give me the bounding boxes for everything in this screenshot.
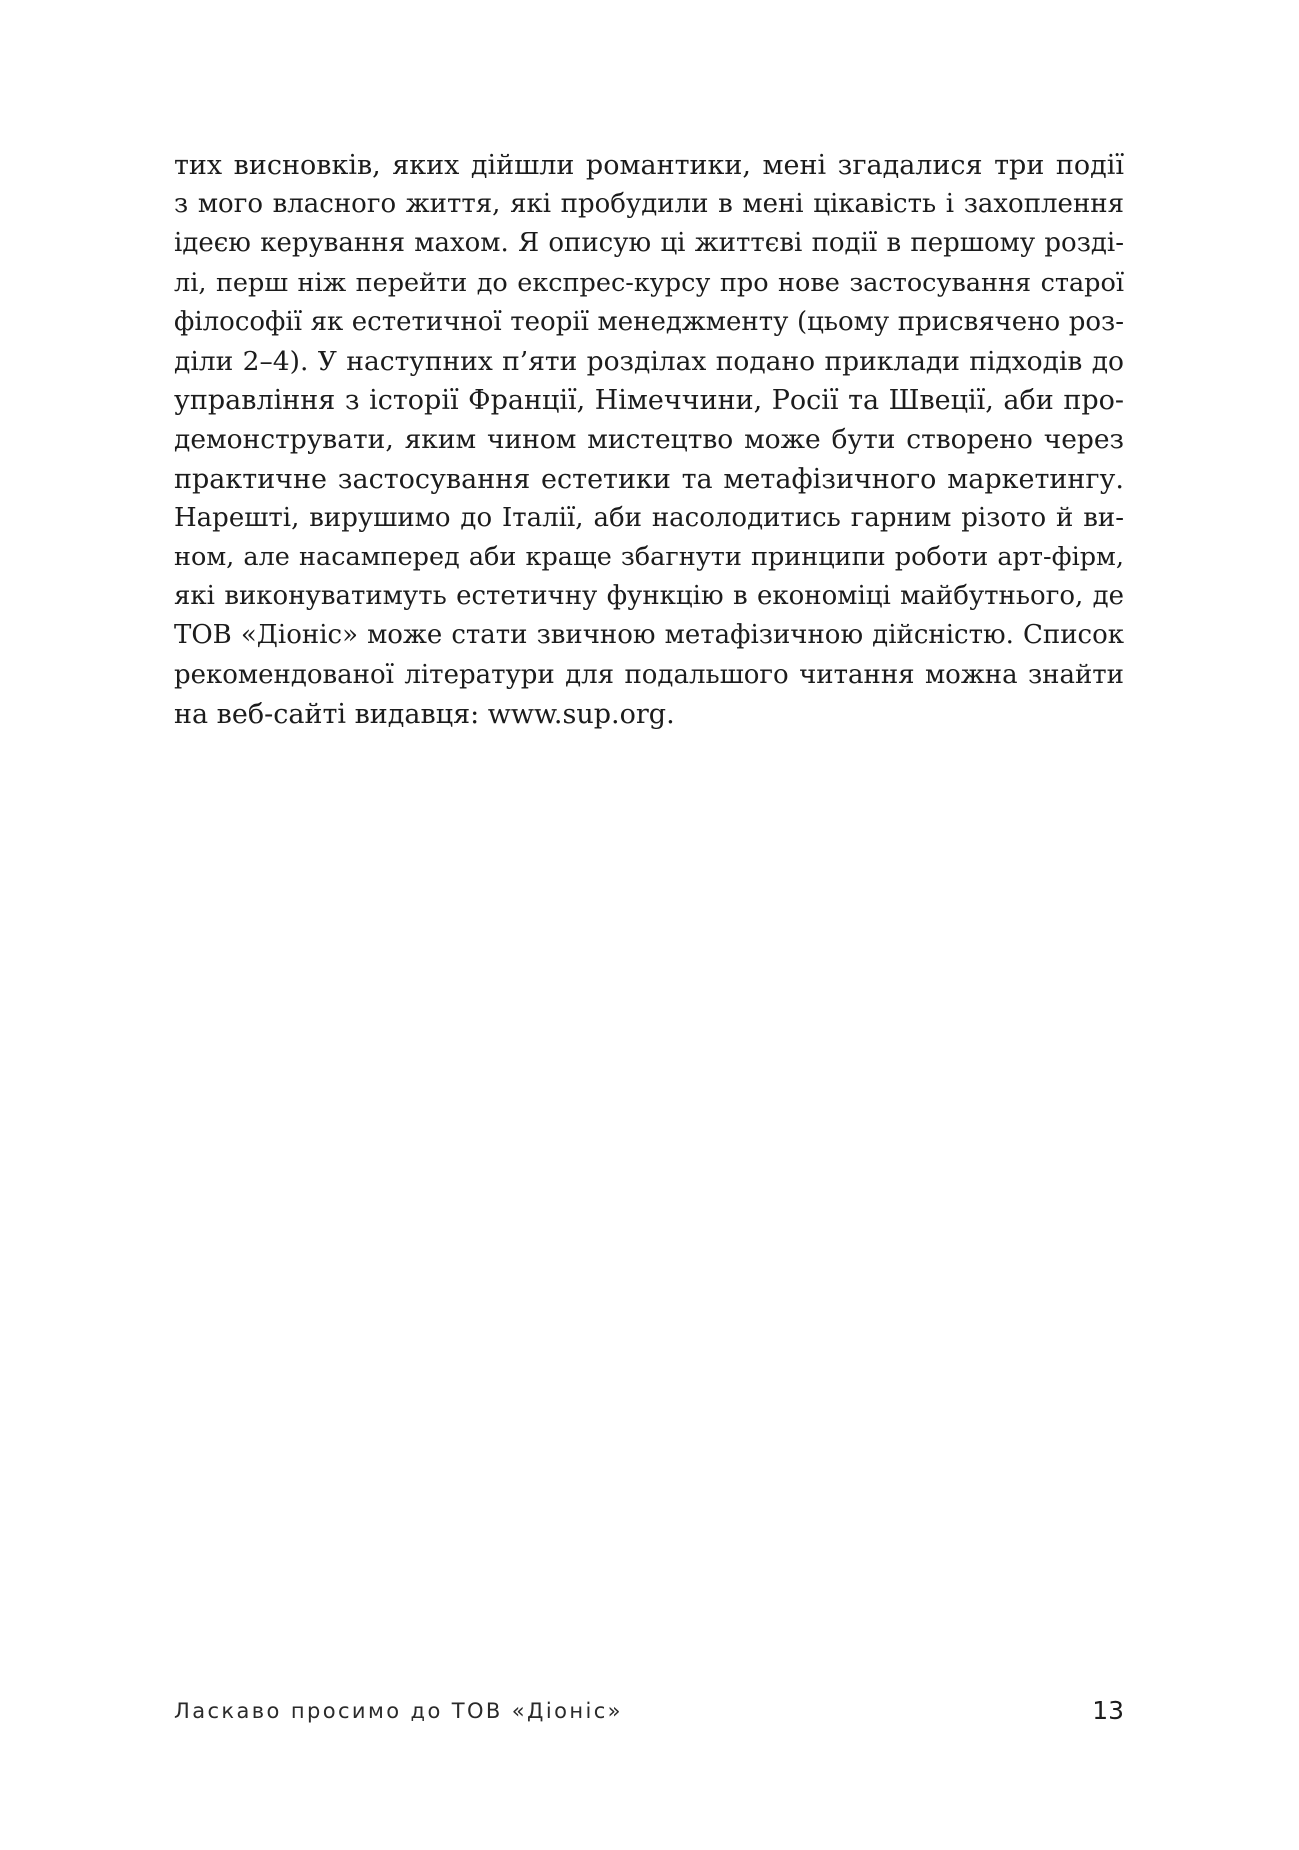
text-line-last: на веб-сайті видавця: www.sup.org. — [174, 698, 675, 730]
text-line: лі, перш ніж перейти до експрес-курсу про нове застосування старої — [174, 267, 1124, 298]
body-paragraph — [174, 146, 1124, 734]
text-line: ТОВ «Діоніс» може стати звичною метафізичною дійсністю. Список — [174, 620, 1124, 651]
text-line: тих висновків, яких дійшли романтики, мені згадалися три події — [174, 150, 1124, 181]
text-line: ідеєю керування махом. Я описую ці життєві події в першому розді- — [174, 228, 1124, 259]
text-line: управління з історії Франції, Німеччини, Росії та Швеції, аби про- — [174, 385, 1124, 417]
running-footer-title: Ласкаво просимо до ТОВ «Діоніс» — [174, 1699, 623, 1723]
text-line: філософії як естетичної теорії менеджменту (цьому присвячено роз- — [174, 306, 1124, 337]
text-line: які виконуватимуть естетичну функцію в економіці майбутнього, де — [174, 581, 1124, 612]
text-line: Нарешті, вирушимо до Італії, аби насолодитись гарним різото й ви- — [174, 502, 1124, 533]
text-line: ном, але насамперед аби краще збагнути принципи роботи арт-фірм, — [174, 542, 1124, 573]
text-line: демонструвати, яким чином мистецтво може бути створено через — [174, 424, 1124, 456]
text-line: з мого власного життя, які пробудили в мені цікавість і захоплення — [174, 189, 1124, 220]
text-line: рекомендованої літератури для подальшого читання можна знайти — [174, 659, 1124, 690]
page-number: 13 — [1092, 1696, 1124, 1725]
text-line: діли 2–4). У наступних п’яти розділах подано приклади підходів до — [174, 346, 1124, 378]
text-line: практичне застосування естетики та метафізичного маркетингу. — [174, 463, 1124, 495]
